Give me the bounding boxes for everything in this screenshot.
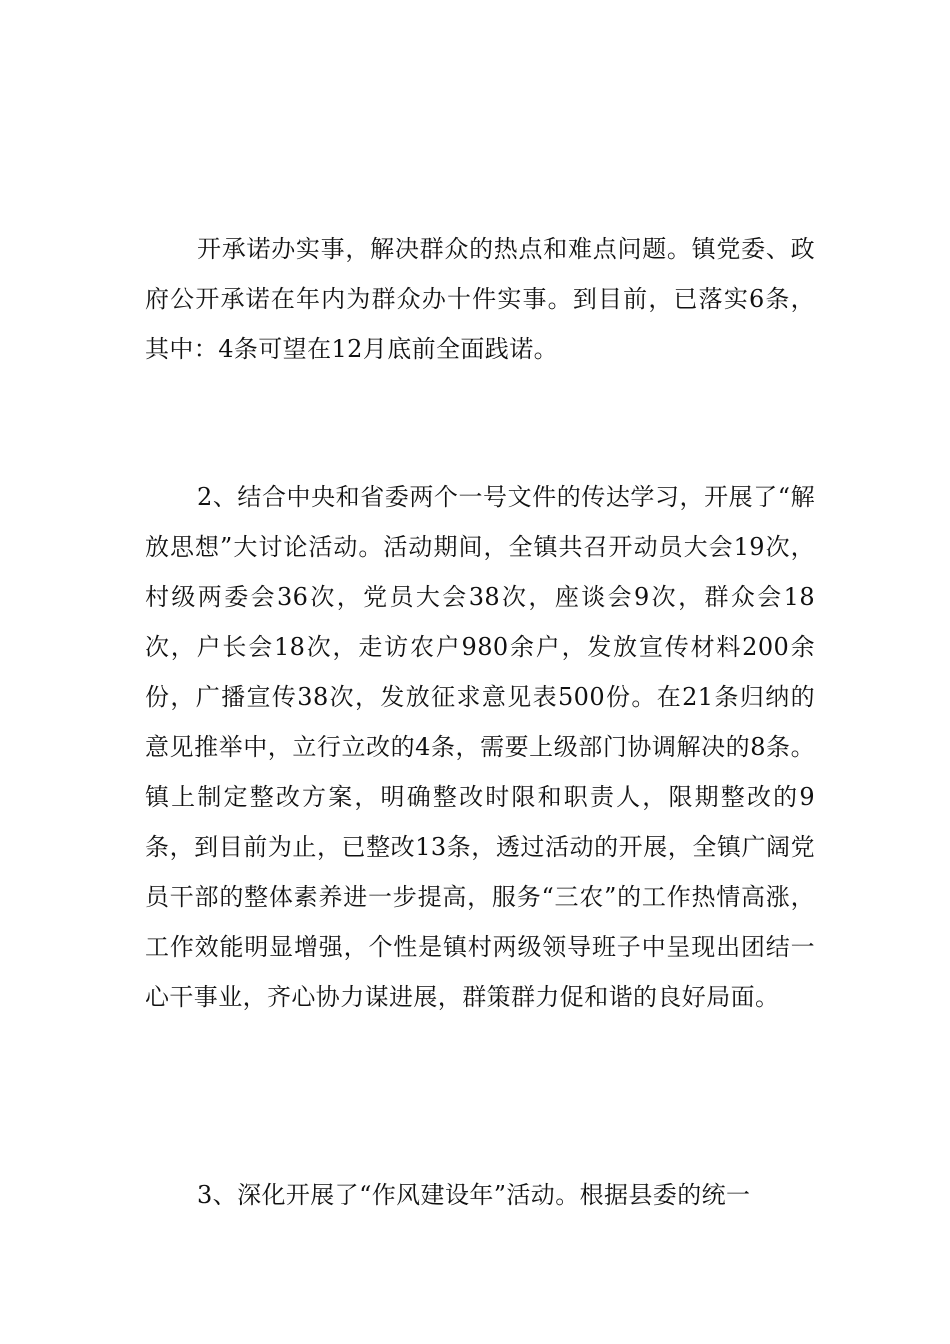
paragraph-2: 2、结合中央和省委两个一号文件的传达学习，开展了“解放思想”大讨论活动。活动期间，全镇共召开动员大会19次，村级两委会36次，党员大会38次，座谈会9次，群众会18次，户长会18次，走访农户980余户，发放宣传材料200余份，广播宣传38次，发放征求意见表500份。在21条归纳的意见推举中，立行立改的4条，需要上级部门协调解决的8条。镇上制定整改方案，明确整改时限和职责人，限期整改的9条，到目前为止，已整改13条，透过活动的开展，全镇广阔党员干部的整体素养进一步提高，服务“三农”的工作热情高涨，工作效能明显增强，个性是镇村两级领导班子中呈现出团结一心干事业，齐心协力谋进展，群策群力促和谐的良好局面。 — [145, 483, 815, 1011]
paragraph-1: 开承诺办实事，解决群众的热点和难点问题。镇党委、政府公开承诺在年内为群众办十件实事。到目前，已落实6条，其中：4条可望在12月底前全面践诺。 — [145, 235, 815, 363]
paragraph-3: 3、深化开展了“作风建设年”活动。根据县委的统一 — [197, 1181, 751, 1209]
